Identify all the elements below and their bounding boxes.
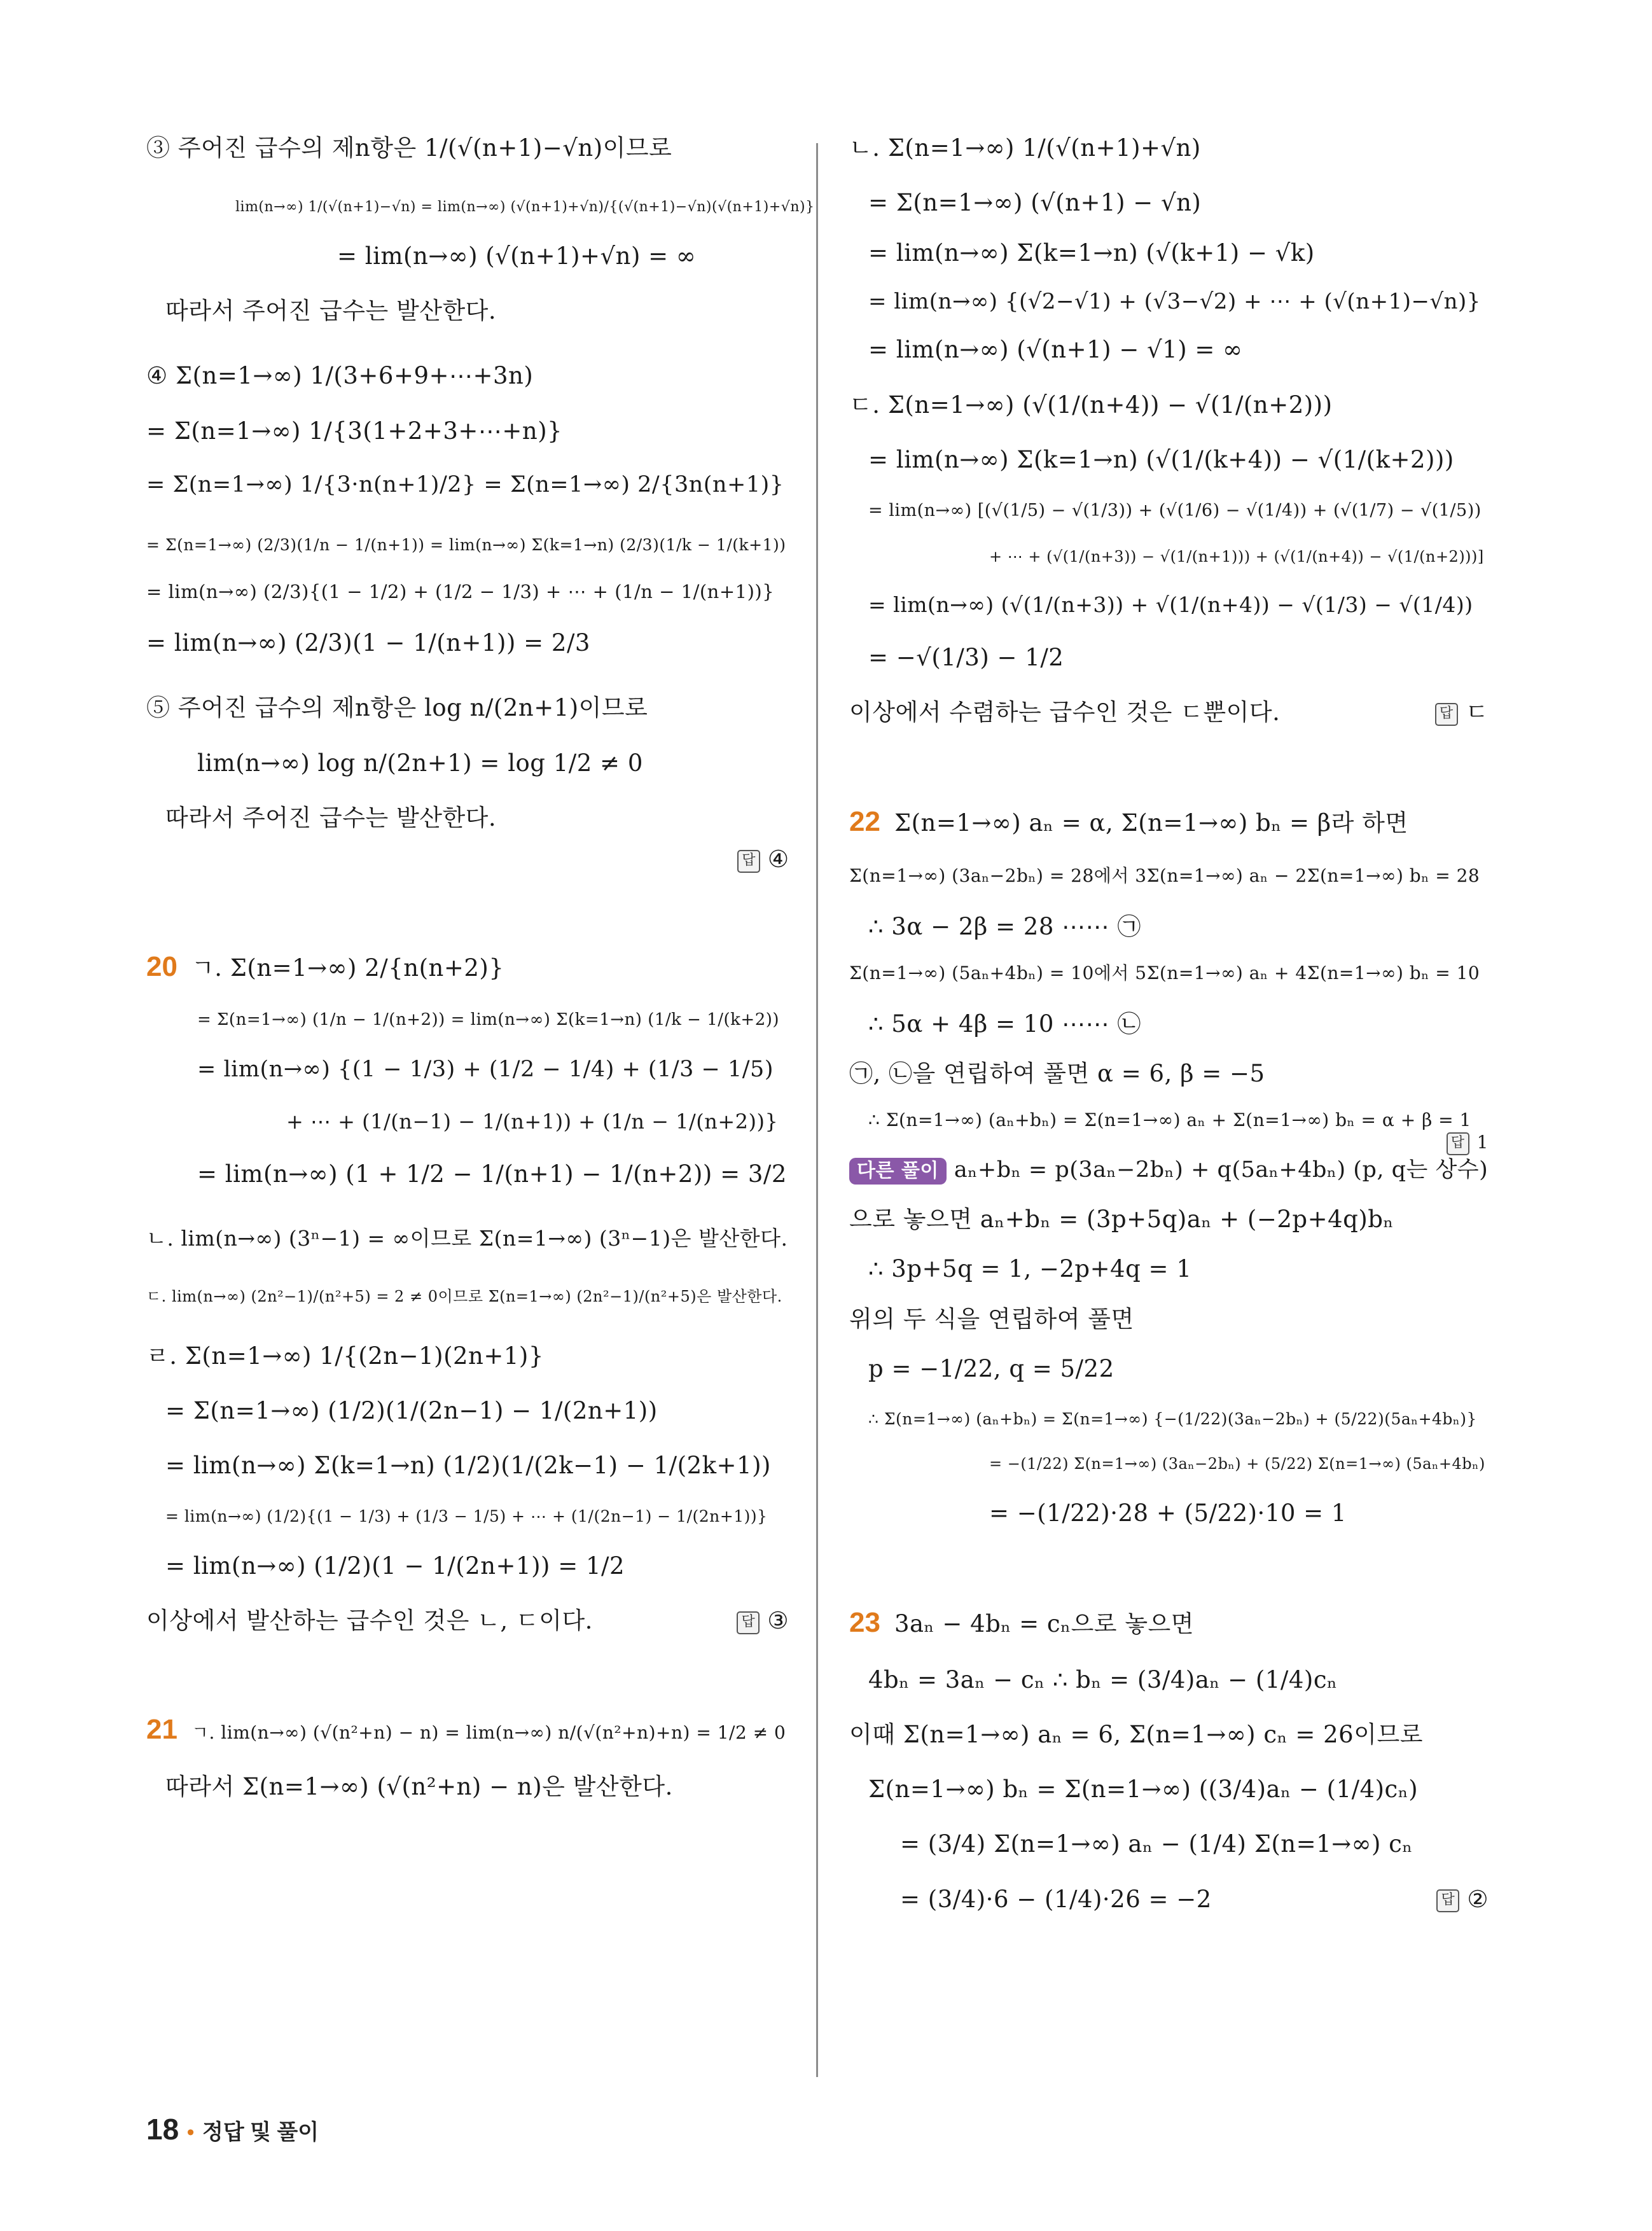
solution-line <box>146 1056 789 1084</box>
line-text: 으로 놓으면 aₙ+bₙ = (3p+5q)aₙ + (−2p+4q)bₙ <box>849 1206 1394 1233</box>
line-text: = (3/4)·6 − (1/4)·26 = −2 <box>900 1885 1212 1913</box>
line-text: = lim(n→∞) Σ(k=1→n) (√(k+1) − √k) <box>868 239 1315 267</box>
solution-line <box>849 643 1489 672</box>
solution-line <box>146 1342 789 1371</box>
line-text: p = −1/22, q = 5/22 <box>868 1354 1114 1382</box>
solution-line <box>849 1109 1489 1153</box>
solution-line <box>849 1059 1489 1088</box>
problem-22 <box>849 804 1489 839</box>
solution-line <box>146 1287 789 1306</box>
solution-line <box>849 1255 1489 1284</box>
solution-line <box>146 471 789 499</box>
line-text: aₙ+bₙ = p(3aₙ−2bₙ) + q(5aₙ+4bₙ) (p, q는 상수) <box>954 1157 1489 1183</box>
line-text: = lim(n→∞) (2/3)(1 − 1/(n+1)) = 2/3 <box>146 629 590 657</box>
answer-value: 1 <box>1476 1132 1489 1153</box>
solution-line <box>849 1157 1489 1185</box>
solution-line <box>849 1010 1489 1039</box>
solution-line <box>849 592 1489 618</box>
column-divider <box>816 143 818 2077</box>
solution-line <box>849 912 1489 942</box>
line-text: = −(1/22) Σ(n=1→∞) (3aₙ−2bₙ) + (5/22) Σ(n=1→∞) (5aₙ+4bₙ) <box>989 1455 1485 1473</box>
solution-line <box>146 417 789 446</box>
line-text: lim(n→∞) log n/(2n+1) = log 1/2 ≠ 0 <box>197 749 643 777</box>
line-text: ∴ 3p+5q = 1, −2p+4q = 1 <box>868 1255 1192 1283</box>
line-text: 3aₙ − 4bₙ = cₙ으로 놓으면 <box>894 1609 1195 1637</box>
answer-value: ② <box>1467 1885 1489 1913</box>
solution-line <box>849 288 1489 316</box>
solution-line <box>849 1665 1489 1695</box>
answer-mark <box>1436 1885 1489 1914</box>
line-text: = Σ(n=1→∞) (1/2)(1/(2n−1) − 1/(2n+1)) <box>165 1397 658 1424</box>
solution-line <box>146 1772 789 1802</box>
line-text: ㄹ. Σ(n=1→∞) 1/{(2n−1)(2n+1)} <box>146 1342 544 1370</box>
line-text: ④ Σ(n=1→∞) 1/(3+6+9+⋯+3n) <box>146 362 534 390</box>
answer-mark <box>1447 1131 1489 1155</box>
answer-icon: 답 <box>737 850 760 873</box>
line-text: + ⋯ + (√(1/(n+3)) − √(1/(n+1))) + (√(1/(n+4)) − √(1/(n+2)))] <box>989 547 1484 566</box>
answer-icon: 답 <box>1436 1889 1459 1912</box>
solution-line <box>146 1552 789 1581</box>
line-text: ㄴ. Σ(n=1→∞) 1/(√(n+1)+√n) <box>849 134 1201 162</box>
solution-line <box>146 1160 789 1189</box>
line-text: ㄷ. Σ(n=1→∞) (√(1/(n+4)) − √(1/(n+2))) <box>849 391 1333 419</box>
solution-line <box>146 1451 789 1480</box>
solution-line <box>146 1225 789 1251</box>
line-text: = Σ(n=1→∞) 1/{3(1+2+3+⋯+n)} <box>146 417 563 445</box>
line-text: 이때 Σ(n=1→∞) aₙ = 6, Σ(n=1→∞) cₙ = 26이므로 <box>849 1720 1423 1748</box>
line-text: Σ(n=1→∞) (3aₙ−2bₙ) = 28에서 3Σ(n=1→∞) aₙ − 2Σ(n=1→∞) bₙ = 28 <box>849 865 1480 886</box>
line-text: 이상에서 발산하는 급수인 것은 ㄴ, ㄷ이다. <box>146 1607 593 1634</box>
line-text: ③ 주어진 급수의 제n항은 1/(√(n+1)−√n)이므로 <box>146 134 672 162</box>
line-text: = lim(n→∞) (2/3){(1 − 1/2) + (1/2 − 1/3) + ⋯ + (1/n − 1/(n+1))} <box>146 580 775 602</box>
line-text: 위의 두 식을 연립하여 풀면 <box>849 1305 1134 1333</box>
line-text: ⑤ 주어진 급수의 제n항은 log n/(2n+1)이므로 <box>146 694 648 722</box>
right-column <box>849 134 1489 1940</box>
solution-line <box>849 335 1489 365</box>
line-text: = lim(n→∞) (1 + 1/2 − 1/(n+1) − 1/(n+2)) = 3/2 <box>197 1160 787 1188</box>
answer-value: ④ <box>767 845 789 873</box>
line-text: = lim(n→∞) (√(n+1) − √1) = ∞ <box>868 336 1243 364</box>
line-text: ㄷ. lim(n→∞) (2n²−1)/(n²+5) = 2 ≠ 0이므로 Σ(n=1→∞) (2n²−1)/(n²+5)은 발산한다. <box>146 1287 782 1305</box>
solution-line <box>146 1606 789 1636</box>
solution-line <box>146 1506 789 1526</box>
line-text: = (3/4) Σ(n=1→∞) aₙ − (1/4) Σ(n=1→∞) cₙ <box>900 1830 1413 1858</box>
solution-line <box>146 198 815 216</box>
solution-line <box>849 1454 1489 1473</box>
line-text: = lim(n→∞) Σ(k=1→n) (√(1/(k+4)) − √(1/(k+2))) <box>868 445 1454 473</box>
solution-line <box>849 1354 1489 1384</box>
line-text: 4bₙ = 3aₙ − cₙ ∴ bₙ = (3/4)aₙ − (1/4)cₙ <box>868 1665 1338 1693</box>
page-number: 18 <box>146 2113 179 2146</box>
solution-line <box>849 134 1489 163</box>
line-text: = Σ(n=1→∞) (1/n − 1/(n+2)) = lim(n→∞) Σ(k=1→n) (1/k − 1/(k+2)) <box>197 1010 780 1029</box>
line-text: 따라서 주어진 급수는 발산한다. <box>165 803 497 831</box>
solution-line <box>849 500 1489 522</box>
solution-line <box>146 242 789 271</box>
line-text: + ⋯ + (1/(n−1) − 1/(n+1)) + (1/n − 1/(n+2))} <box>286 1109 779 1134</box>
line-text: Σ(n=1→∞) bₙ = Σ(n=1→∞) ((3/4)aₙ − (1/4)cₙ) <box>868 1776 1419 1803</box>
line-text: Σ(n=1→∞) (5aₙ+4bₙ) = 10에서 5Σ(n=1→∞) aₙ + 4Σ(n=1→∞) bₙ = 10 <box>849 962 1480 983</box>
line-text: = Σ(n=1→∞) 1/{3·n(n+1)/2} = Σ(n=1→∞) 2/{3n(n+1)} <box>146 471 784 497</box>
answer-icon: 답 <box>1435 703 1458 726</box>
solution-line <box>849 698 1489 727</box>
problem-23 <box>849 1605 1489 1640</box>
line-text: = Σ(n=1→∞) (√(n+1) − √n) <box>868 189 1202 217</box>
solution-line <box>849 865 1489 887</box>
solution-line <box>146 803 789 833</box>
answer-icon: 답 <box>737 1611 760 1634</box>
answer-value: ③ <box>767 1607 789 1634</box>
line-text: = lim(n→∞) (1/2){(1 − 1/3) + (1/3 − 1/5) + ⋯ + (1/(2n−1) − 1/(2n+1))} <box>165 1506 768 1526</box>
solution-line <box>146 535 789 555</box>
solution-line <box>146 749 789 778</box>
answer-value: ㄷ <box>1465 698 1489 726</box>
line-text: ㉠, ㉡을 연립하여 풀면 α = 6, β = −5 <box>849 1060 1265 1087</box>
line-text: 이상에서 수렴하는 급수인 것은 ㄷ뿐이다. <box>849 698 1281 726</box>
line-text: ∴ Σ(n=1→∞) (aₙ+bₙ) = Σ(n=1→∞) aₙ + Σ(n=1→∞) bₙ = α + β = 1 <box>868 1109 1471 1131</box>
solution-line <box>849 1720 1489 1749</box>
line-text: lim(n→∞) 1/(√(n+1)−√n) = lim(n→∞) (√(n+1)+√n)/{(√(n+1)−√n)(√(n+1)+√n)} <box>235 199 815 216</box>
solution-line <box>849 391 1489 420</box>
solution-line <box>849 962 1489 984</box>
line-text: = −√(1/3) − 1/2 <box>868 644 1064 671</box>
solution-line <box>146 1010 789 1031</box>
solution-line <box>146 629 789 658</box>
solution-line <box>849 1885 1489 1914</box>
solution-line <box>146 361 789 391</box>
answer-icon: 답 <box>1447 1132 1469 1155</box>
line-text: = lim(n→∞) [(√(1/5) − √(1/3)) + (√(1/6) − √(1/4)) + (√(1/7) − √(1/5)) <box>868 501 1482 520</box>
page-footer <box>146 2112 319 2146</box>
line-text: ∴ 5α + 4β = 10 ⋯⋯ ㉡ <box>868 1010 1141 1038</box>
problem-21 <box>146 1712 789 1747</box>
alternate-solution-badge: 다른 풀이 <box>849 1158 947 1185</box>
solution-line <box>849 445 1489 475</box>
solution-line <box>849 188 1489 218</box>
answer-mark <box>737 1606 789 1636</box>
line-text: = lim(n→∞) {(√2−√1) + (√3−√2) + ⋯ + (√(n+1)−√n)} <box>868 288 1481 314</box>
problem-number: 20 <box>146 951 177 982</box>
line-text: ∴ Σ(n=1→∞) (aₙ+bₙ) = Σ(n=1→∞) {−(1/22)(3aₙ−2bₙ) + (5/22)(5aₙ+4bₙ)} <box>868 1410 1477 1428</box>
solution-line <box>849 1305 1489 1334</box>
line-text: 따라서 Σ(n=1→∞) (√(n²+n) − n)은 발산한다. <box>165 1773 673 1801</box>
solution-line <box>146 693 789 723</box>
line-text: ㄱ. Σ(n=1→∞) 2/{n(n+2)} <box>191 954 504 982</box>
solution-line <box>849 1775 1489 1804</box>
answer-mark <box>1435 698 1489 727</box>
footer-section-title: 정답 및 풀이 <box>202 2120 319 2144</box>
solution-line <box>849 1830 1489 1859</box>
problem-number: 21 <box>146 1714 177 1746</box>
footer-bullet: • <box>186 2120 195 2144</box>
solution-line <box>146 580 789 603</box>
solution-line <box>849 239 1489 268</box>
solution-line <box>146 296 789 326</box>
problem-number: 23 <box>849 1606 880 1638</box>
line-text: ㄴ. lim(n→∞) (3ⁿ−1) = ∞이므로 Σ(n=1→∞) (3ⁿ−1)은 발산한다. <box>146 1225 788 1251</box>
line-text: = lim(n→∞) (√(n+1)+√n) = ∞ <box>337 242 697 270</box>
left-column <box>146 134 815 1828</box>
line-text: ㄱ. lim(n→∞) (√(n²+n) − n) = lim(n→∞) n/(√(n²+n)+n) = 1/2 ≠ 0 <box>191 1722 786 1744</box>
solution-line <box>849 1409 1489 1429</box>
problem-number: 22 <box>849 805 880 837</box>
line-text: 따라서 주어진 급수는 발산한다. <box>165 297 497 324</box>
answer-mark <box>146 845 789 873</box>
line-text: Σ(n=1→∞) aₙ = α, Σ(n=1→∞) bₙ = β라 하면 <box>894 809 1408 837</box>
line-text: = lim(n→∞) {(1 − 1/3) + (1/2 − 1/4) + (1/3 − 1/5) <box>197 1056 774 1082</box>
solution-line <box>849 547 1489 566</box>
problem-20 <box>146 949 789 984</box>
line-text: = −(1/22)·28 + (5/22)·10 = 1 <box>989 1499 1347 1527</box>
line-text: = lim(n→∞) (1/2)(1 − 1/(2n+1)) = 1/2 <box>165 1552 625 1580</box>
line-text: = lim(n→∞) (√(1/(n+3)) + √(1/(n+4)) − √(1/3) − √(1/4)) <box>868 592 1473 617</box>
solution-line <box>146 1109 789 1134</box>
solution-line <box>849 1205 1489 1234</box>
line-text: ∴ 3α − 2β = 28 ⋯⋯ ㉠ <box>868 912 1141 940</box>
solution-line <box>146 134 789 163</box>
line-text: = lim(n→∞) Σ(k=1→n) (1/2)(1/(2k−1) − 1/(2k+1)) <box>165 1452 771 1480</box>
solution-line <box>849 1499 1489 1528</box>
line-text: = Σ(n=1→∞) (2/3)(1/n − 1/(n+1)) = lim(n→∞) Σ(k=1→n) (2/3)(1/k − 1/(k+1)) <box>146 535 786 554</box>
solution-line <box>146 1396 789 1426</box>
